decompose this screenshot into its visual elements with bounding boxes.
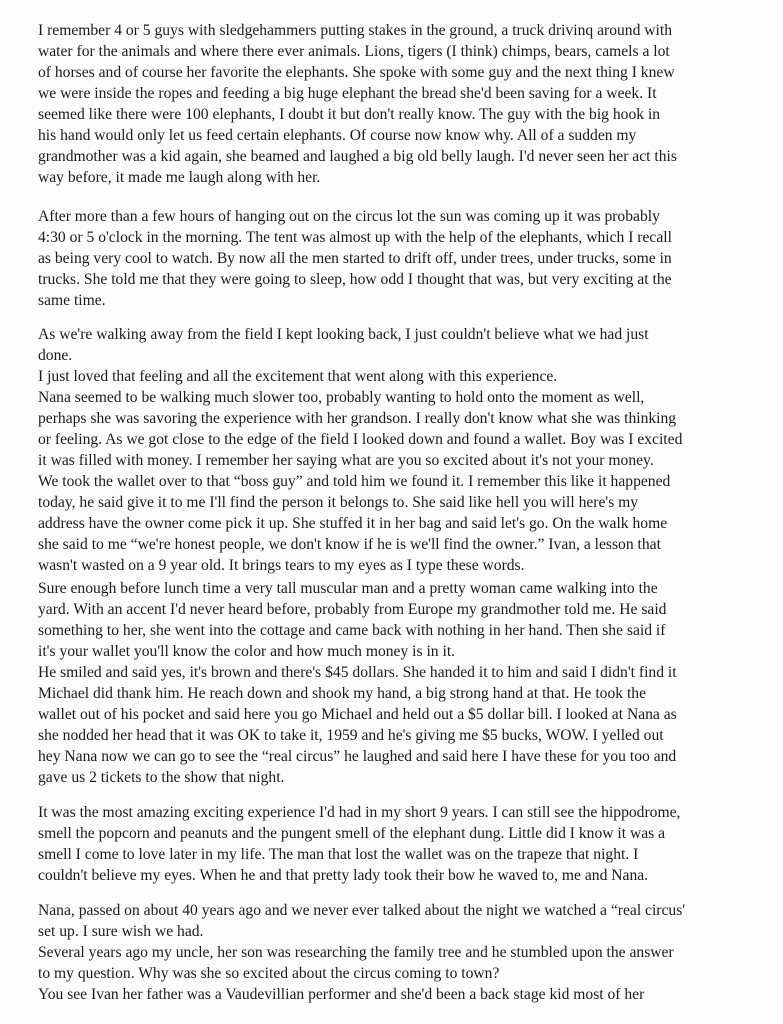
text-line: perhaps she was savoring the experience with her grandson. I really don't know what she was thinking [38, 410, 677, 427]
text-line: as being very cool to watch. By now all the men started to drift off, under trees, under trucks, some in [38, 250, 672, 267]
text-line: wasn't wasted on a 9 year old. It brings tears to my eyes as I type these words. [38, 557, 525, 574]
paragraph-4 [38, 578, 758, 788]
text-line: she said to me “we're honest people, we don't know if he is we'll find the owner.” Ivan, a lesson that [38, 536, 661, 553]
paragraph-3 [38, 324, 758, 576]
paragraph-2 [38, 206, 758, 311]
text-line: It was the most amazing exciting experience I'd had in my short 9 years. I can still see the hippodrome, [38, 804, 681, 821]
text-line: of horses and of course her favorite the elephants. She spoke with some guy and the next thing I knew [38, 64, 675, 81]
text-line: I remember 4 or 5 guys with sledgehammers putting stakes in the ground, a truck drivinq around with [38, 22, 673, 39]
text-line: gave us 2 tickets to the show that night. [38, 769, 285, 786]
text-line: we were inside the ropes and feeding a big huge elephant the bread she'd been saving for a week. It [38, 85, 657, 102]
paragraph-1 [38, 20, 758, 188]
text-line: it was filled with money. I remember her saying what are you so excited about it's not your money. [38, 452, 654, 469]
text-line: smell the popcorn and peanuts and the pungent smell of the elephant dung. Little did I know it was a [38, 825, 666, 842]
text-line: to my question. Why was she so excited about the circus coming to town? [38, 965, 500, 982]
paragraph-5 [38, 802, 758, 886]
text-line: or feeling. As we got close to the edge of the field I looked down and found a wallet. Boy was I excited [38, 431, 683, 448]
text-line: address have the owner come pick it up. She stuffed it in her bag and said let's go. On the walk home [38, 515, 668, 532]
text-line: hey Nana now we can go to see the “real circus” he laughed and said here I have these for you too and [38, 748, 677, 765]
text-line: seemed like there were 100 elephants, I doubt it but don't really know. The guy with the big hook in [38, 106, 661, 123]
text-line: Nana, passed on about 40 years ago and we never ever talked about the night we watched a “real circus' [38, 902, 686, 919]
text-line: Sure enough before lunch time a very tall muscular man and a pretty woman came walking into the [38, 580, 658, 597]
text-line: We took the wallet over to that “boss guy” and told him we found it. I remember this like it happened [38, 473, 671, 490]
text-line: After more than a few hours of hanging out on the circus lot the sun was coming up it was probably [38, 208, 660, 225]
text-line: his hand would only let us feed certain elephants. Of course now know why. All of a sudden my [38, 127, 637, 144]
text-line: trucks. She told me that they were going to sleep, how odd I thought that was, but very exciting at the [38, 271, 672, 288]
text-line: Michael did thank him. He reach down and shook my hand, a big strong hand at that. He took the [38, 685, 647, 702]
text-line: done. [38, 347, 73, 364]
text-line: yard. With an accent I'd never heard before, probably from Europe my grandmother told me. He said [38, 601, 667, 618]
text-line: something to her, she went into the cottage and came back with nothing in her hand. Then she said if [38, 622, 666, 639]
text-line: same time. [38, 292, 106, 309]
text-line: wallet out of his pocket and said here you go Michael and held out a $5 dollar bill. I looked at Nana as [38, 706, 677, 723]
text-line: Nana seemed to be walking much slower too, probably wanting to hold onto the moment as well, [38, 389, 645, 406]
text-line: smell I come to love later in my life. The man that lost the wallet was on the trapeze that night. I [38, 846, 639, 863]
text-line: water for the animals and where there ever animals. Lions, tigers (I think) chimps, bears, camels a lot [38, 43, 670, 60]
text-line: He smiled and said yes, it's brown and there's $45 dollars. She handed it to him and said I didn't find it [38, 664, 677, 681]
text-line: As we're walking away from the field I kept looking back, I just couldn't believe what we had just [38, 326, 649, 343]
text-line: she nodded her head that it was OK to take it, 1959 and he's giving me $5 bucks, WOW. I yelled out [38, 727, 664, 744]
text-line: it's your wallet you'll know the color and how much money is in it. [38, 643, 456, 660]
text-line: couldn't believe my eyes. When he and that pretty lady took their bow he waved to, me and Nana. [38, 867, 649, 884]
text-line: today, he said give it to me I'll find the person it belongs to. She said like hell you will here's my [38, 494, 639, 511]
text-line: Several years ago my uncle, her son was researching the family tree and he stumbled upon the answer [38, 944, 674, 961]
text-line: You see Ivan her father was a Vaudevillian performer and she'd been a back stage kid most of her [38, 986, 645, 1003]
text-line: I just loved that feeling and all the excitement that went along with this experience. [38, 368, 558, 385]
text-line: 4:30 or 5 o'clock in the morning. The tent was almost up with the help of the elephants, which I recall [38, 229, 672, 246]
paragraph-6 [38, 900, 758, 1005]
text-line: way before, it made me laugh along with her. [38, 169, 321, 186]
text-line: set up. I sure wish we had. [38, 923, 204, 940]
text-line: grandmother was a kid again, she beamed and laughed a big old belly laugh. I'd never seen her act this [38, 148, 677, 165]
